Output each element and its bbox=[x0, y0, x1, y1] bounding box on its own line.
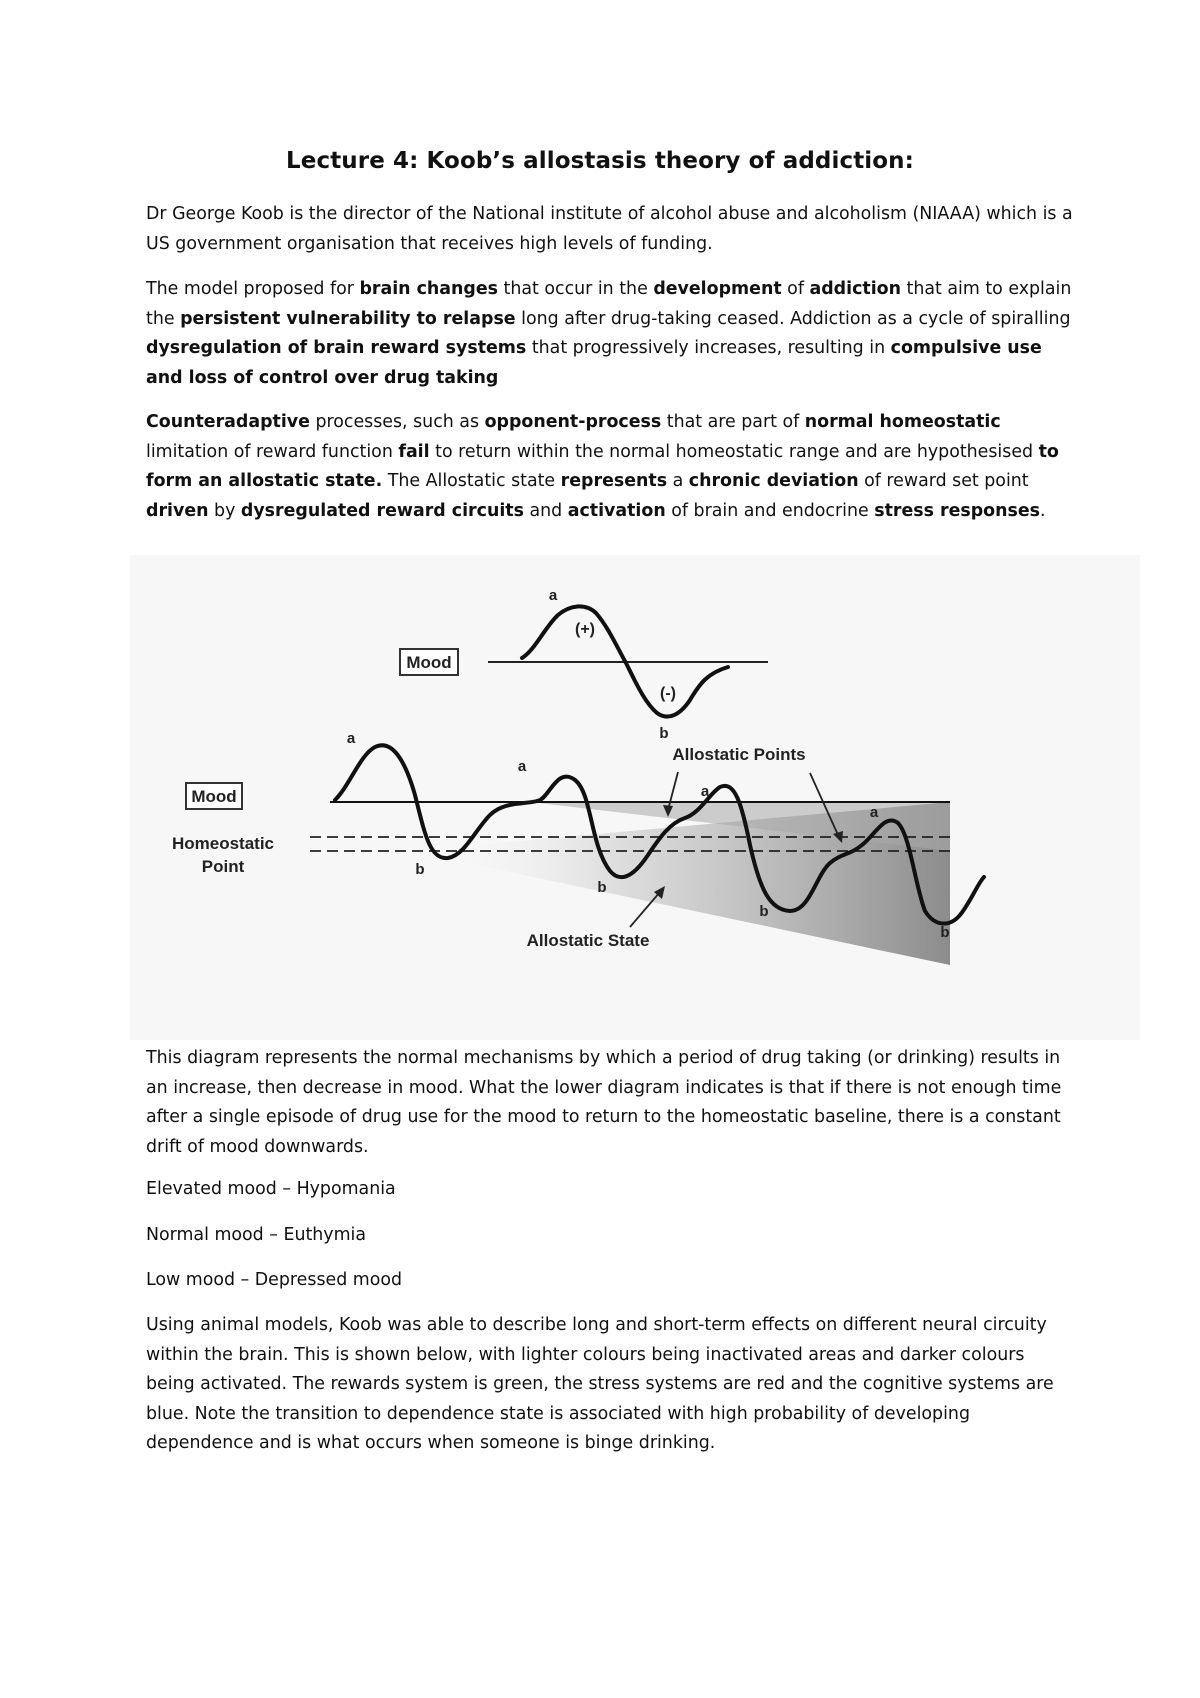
top-peak-label: a bbox=[548, 587, 558, 604]
peak-label-a1: a bbox=[346, 730, 356, 747]
peak-label-a4: a bbox=[869, 804, 879, 821]
trough-label-b1: b bbox=[415, 861, 425, 878]
homeostatic-label-line1: Homeostatic bbox=[171, 834, 275, 853]
paragraph-counteradaptive: Counteradaptive processes, such as opponent-process that are part of normal homeostatic limitation of reward function fail to return within the normal homeostatic range and are hypothesised to form an allostatic state. The Allostatic state represents a chronic deviation of reward set point driven by dysregulated reward circuits and activation of brain and endocrine stress responses. bbox=[146, 412, 1059, 521]
trough-label-b2: b bbox=[597, 879, 607, 896]
bottom-mood-label: Mood bbox=[191, 787, 237, 806]
allostatic-state-label: Allostatic State bbox=[526, 931, 650, 950]
top-trough-label: b bbox=[659, 725, 669, 742]
paragraph-model: The model proposed for brain changes that occur in the development of addiction that aim to explain the persistent vulnerability to relapse long after drug-taking ceased. Addiction as a cycle of spiralling dysregulation of brain reward systems that progressively increases, resulting in compulsive use and loss of control over drug taking bbox=[146, 279, 1072, 388]
trough-label-b4: b bbox=[940, 924, 950, 941]
page-title: Lecture 4: Koob’s allostasis theory of addiction: bbox=[286, 148, 914, 174]
mood-normal: Normal mood – Euthymia bbox=[146, 1225, 367, 1245]
paragraph-koob-intro: Dr George Koob is the director of the National institute of alcohol abuse and alcoholism (NIAAA) which is a US government organisation that receives high levels of funding. bbox=[146, 204, 1073, 254]
mood-elevated: Elevated mood – Hypomania bbox=[146, 1179, 396, 1199]
peak-label-a2: a bbox=[517, 758, 527, 775]
paragraph-diagram-explanation: This diagram represents the normal mechanisms by which a period of drug taking (or drinking) results in an increase, then decrease in mood. What the lower diagram indicates is that if there is not enough time after a single episode of drug use for the mood to return to the homeostatic baseline, there is a constant drift of mood downwards. bbox=[146, 1048, 1062, 1157]
paragraph-animal-models: Using animal models, Koob was able to describe long and short-term effects on different neural circuity within the brain. This is shown below, with lighter colours being inactivated areas and darker colours being activated. The rewards system is green, the stress systems are red and the cognitive systems are blue. Note the transition to dependence state is associated with high probability of developing dependence and is what occurs when someone is binge drinking. bbox=[146, 1315, 1054, 1453]
peak-label-a3: a bbox=[700, 783, 710, 800]
mood-low: Low mood – Depressed mood bbox=[146, 1270, 403, 1290]
allostasis-diagram-svg bbox=[130, 555, 1140, 1040]
top-plus-label: (+) bbox=[575, 621, 595, 638]
allostatic-points-label: Allostatic Points bbox=[672, 745, 806, 764]
allostasis-diagram bbox=[130, 555, 1140, 1040]
top-mood-label: Mood bbox=[406, 653, 452, 672]
homeostatic-label-line2: Point bbox=[201, 857, 245, 876]
trough-label-b3: b bbox=[759, 903, 769, 920]
top-minus-label: (-) bbox=[660, 685, 676, 702]
